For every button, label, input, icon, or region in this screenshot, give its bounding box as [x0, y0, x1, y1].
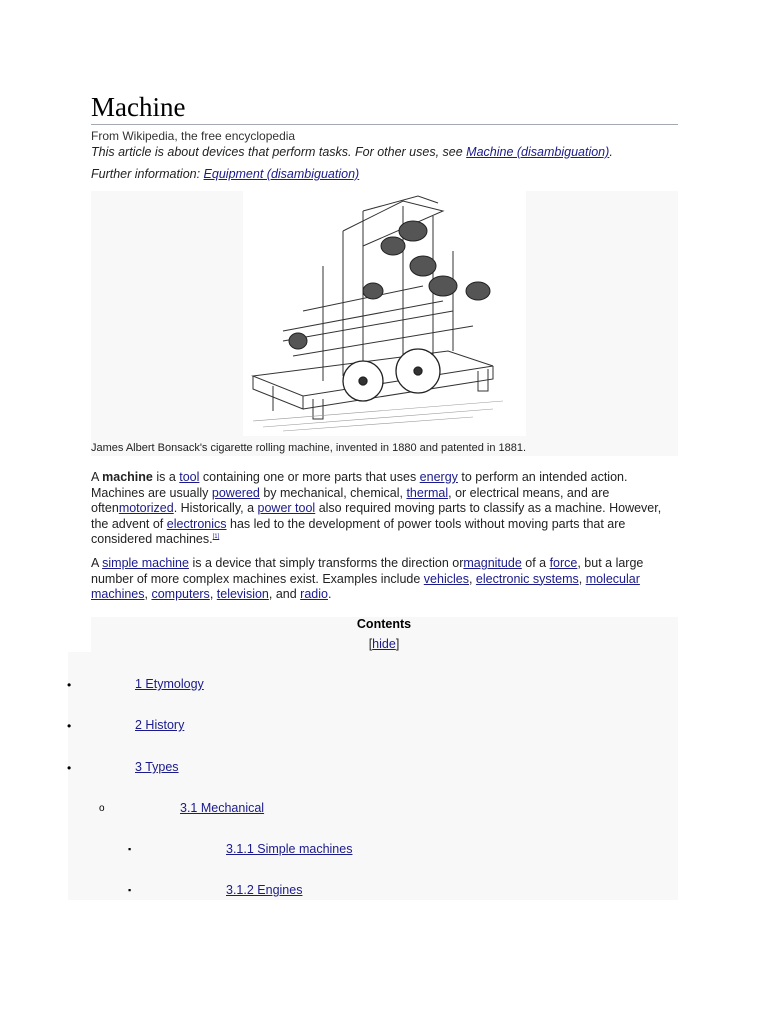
- bracket: [: [368, 637, 373, 651]
- text: containing one or more parts that uses: [199, 470, 420, 484]
- intro-paragraph: [91, 470, 681, 548]
- force-link[interactable]: force: [549, 556, 578, 570]
- text: ,: [209, 587, 217, 601]
- text: is a: [152, 470, 180, 484]
- text: ,: [144, 587, 152, 601]
- power-tool-link[interactable]: power tool: [257, 501, 316, 515]
- bullet-icon: •: [67, 719, 72, 733]
- toc-toggle: [0, 637, 768, 651]
- text: .: [327, 587, 332, 601]
- text: to perform an intended action. Machines are usually: [91, 470, 628, 500]
- title-divider: [91, 124, 678, 125]
- bullet-icon: •: [67, 761, 72, 775]
- molecular-machines-link[interactable]: molecular machines: [91, 571, 640, 601]
- toc-item-mechanical[interactable]: 3.1 Mechanical: [180, 801, 265, 815]
- text: , but a large number of more complex machines exist. Examples include: [91, 556, 644, 586]
- electronic-systems-link[interactable]: electronic systems: [475, 571, 579, 586]
- page-title: Machine: [91, 92, 186, 122]
- toc-item-etymology[interactable]: 1 Etymology: [135, 677, 204, 691]
- toc-hide-link[interactable]: hide: [372, 637, 396, 651]
- text: ,: [578, 571, 586, 586]
- magnitude-link[interactable]: magnitude: [463, 556, 522, 570]
- simple-machine-paragraph: [91, 556, 681, 603]
- text: A: [91, 470, 103, 484]
- hatnote-text: This article is about devices that perform tasks. For other uses, see: [91, 145, 467, 159]
- equipment-disambiguation-link[interactable]: Equipment (disambiguation): [203, 167, 360, 181]
- text: is a device that simply transforms the direction or: [188, 556, 464, 570]
- figure-caption: James Albert Bonsack's cigarette rolling machine, invented in 1880 and patented in 1881.: [91, 442, 527, 454]
- toc-item-history[interactable]: 2 History: [135, 718, 185, 732]
- text: . Historically, a: [173, 501, 258, 515]
- circle-bullet-icon: o: [99, 803, 105, 814]
- text: A: [91, 556, 103, 570]
- machine-drawing-icon: [243, 191, 526, 436]
- hatnote-disambiguation: [91, 145, 613, 159]
- square-bullet-icon: ▪: [128, 885, 132, 895]
- tool-link[interactable]: tool: [179, 470, 200, 484]
- radio-link[interactable]: radio: [300, 587, 328, 601]
- electronics-link[interactable]: electronics: [166, 516, 227, 531]
- toc-item-simple-machines[interactable]: 3.1.1 Simple machines: [226, 842, 353, 856]
- powered-link[interactable]: powered: [211, 485, 260, 500]
- television-link[interactable]: television: [216, 587, 269, 601]
- energy-link[interactable]: energy: [419, 470, 458, 484]
- toc-title: Contents: [356, 617, 412, 631]
- bold-term: machine: [102, 470, 153, 484]
- square-bullet-icon: ▪: [128, 844, 132, 854]
- simple-machine-link[interactable]: simple machine: [102, 556, 189, 570]
- text: , and: [268, 587, 301, 601]
- text: by mechanical, chemical,: [259, 485, 407, 500]
- bullet-icon: •: [67, 678, 72, 692]
- text: also required moving parts to classify as a machine. However, the advent of: [91, 501, 662, 531]
- site-subtitle: From Wikipedia, the free encyclopedia: [91, 129, 296, 143]
- text: has led to the development of power tools without moving parts that are considered machines.: [91, 516, 626, 546]
- toc-item-types[interactable]: 3 Types: [135, 760, 179, 774]
- text: of a: [521, 556, 550, 570]
- toc-item-engines[interactable]: 3.1.2 Engines: [226, 883, 303, 897]
- text: , or electrical means, and are often: [91, 485, 610, 515]
- thermal-link[interactable]: thermal: [406, 485, 449, 500]
- reference-1-link[interactable]: [1]: [212, 533, 220, 540]
- motorized-link[interactable]: motorized: [118, 501, 174, 515]
- table-of-contents: [91, 617, 678, 900]
- computers-link[interactable]: computers: [151, 587, 210, 601]
- vehicles-link[interactable]: vehicles: [423, 571, 469, 586]
- machine-disambiguation-link[interactable]: Machine (disambiguation): [466, 145, 610, 159]
- hatnote-further-info: [91, 167, 359, 181]
- bracket: ]: [395, 637, 400, 651]
- toc-left-extension: [68, 652, 91, 900]
- text: ,: [468, 571, 476, 586]
- cigarette-machine-image[interactable]: [243, 191, 526, 436]
- hatnote-period: .: [609, 145, 613, 159]
- hatnote-text: Further information:: [91, 167, 204, 181]
